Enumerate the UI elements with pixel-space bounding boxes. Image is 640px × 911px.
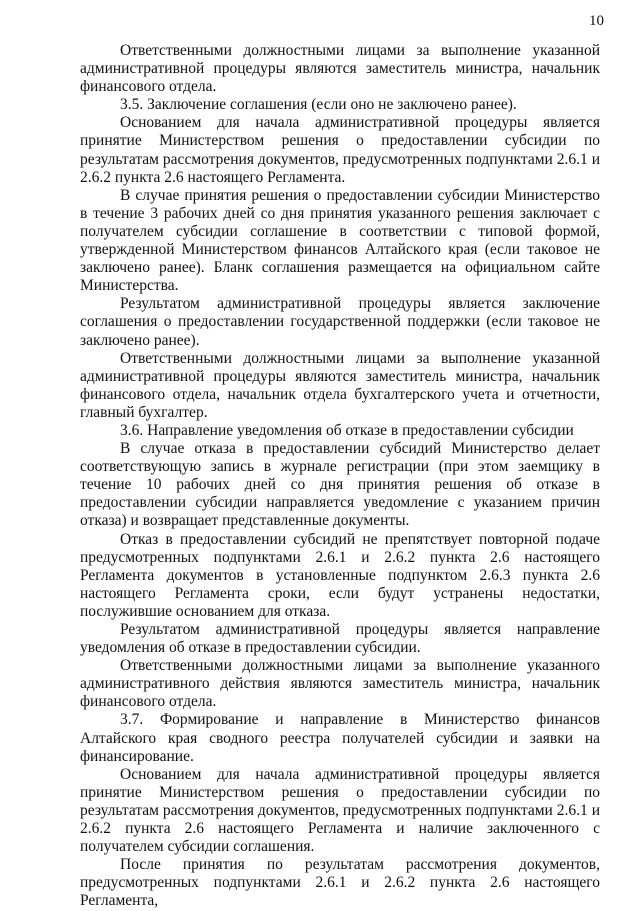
paragraph-after-3-7: После принятия по результатам рассмотрения документов, предусмотренных подпунктами 2.6.1 и 2.6.2 пункта 2.6 настоящего Регламента, — [80, 856, 600, 910]
paragraph-refusal-3-6: В случае отказа в предоставлении субсидий Министерство делает соответствующую запись в журнале регистрации (при этом заемщику в течение 10 рабочих дней со дня принятия решения об отказе в предоставлении субсидии направляется уведомление с указанием причин отказа) и возвращает представленные документы. — [80, 440, 600, 530]
paragraph-result-3-6: Результатом административной процедуры является направление уведомления об отказе в предоставлении субсидии. — [80, 621, 600, 657]
paragraph-basis-3-7: Основанием для начала административной процедуры является принятие Министерством решения о предоставлении субсидии по результатам рассмотрения документов, предусмотренных подпунктами 2.6.1 и 2.6.2 пункта 2.6 настоящего Регламента и наличие заключенного с получателем субсидии соглашения. — [80, 765, 600, 856]
section-heading-3-6: 3.6. Направление уведомления об отказе в предоставлении субсидии — [120, 421, 574, 439]
document-body — [80, 42, 600, 911]
section-heading-3-7: 3.7. Формирование и направление в Министерство финансов Алтайского края сводного реестра получателей субсидии и заявки на финансирование. — [80, 711, 600, 765]
paragraph-responsible-persons-1: Ответственными должностными лицами за выполнение указанной административной процедуры являются заместитель министра, начальник финансового отдела. — [80, 42, 600, 96]
paragraph-resubmission-3-6: Отказ в предоставлении субсидий не препятствует повторной подаче предусмотренных подпунктами 2.6.1 и 2.6.2 пункта 2.6 настоящего Регламента документов в установленные подпунктом 2.6.3 пункта 2.6 настоящего Регламента сроки, если будут устранены недостатки, послужившие основанием для отказа. — [80, 530, 600, 620]
paragraph-basis-3-5: Основанием для начала административной процедуры является принятие Министерством решения о предоставлении субсидии по результатам рассмотрения документов, предусмотренных подпунктами 2.6.1 и 2.6.2 пункта 2.6 настоящего Регламента. — [80, 114, 600, 186]
paragraph-result-3-5: Результатом административной процедуры является заключение соглашения о предоставлении государственной поддержки (если таковое не заключено ранее). — [80, 295, 600, 349]
paragraph-decision-3-5: В случае принятия решения о предоставлении субсидии Министерство в течение 3 рабочих дней со дня принятия указанного решения заключает с получателем субсидии соглашение в соответствии с типовой формой, утвержденной Министерством финансов Алтайского края (если таковое не заключено ранее). Бланк соглашения размещается на официальном сайте Министерства. — [80, 186, 600, 295]
section-heading-3-5: 3.5. Заключение соглашения (если оно не заключено ранее). — [120, 96, 517, 114]
page-number: 10 — [589, 13, 604, 29]
paragraph-responsible-3-5: Ответственными должностными лицами за выполнение указанной административной процедуры являются заместитель министра, начальник финансового отдела, начальник отдела бухгалтерского учета и отчетности, главный бухгалтер. — [80, 349, 600, 421]
paragraph-responsible-3-6: Ответственными должностными лицами за выполнение указанного административного действия являются заместитель министра, начальник финансового отдела. — [80, 657, 600, 711]
